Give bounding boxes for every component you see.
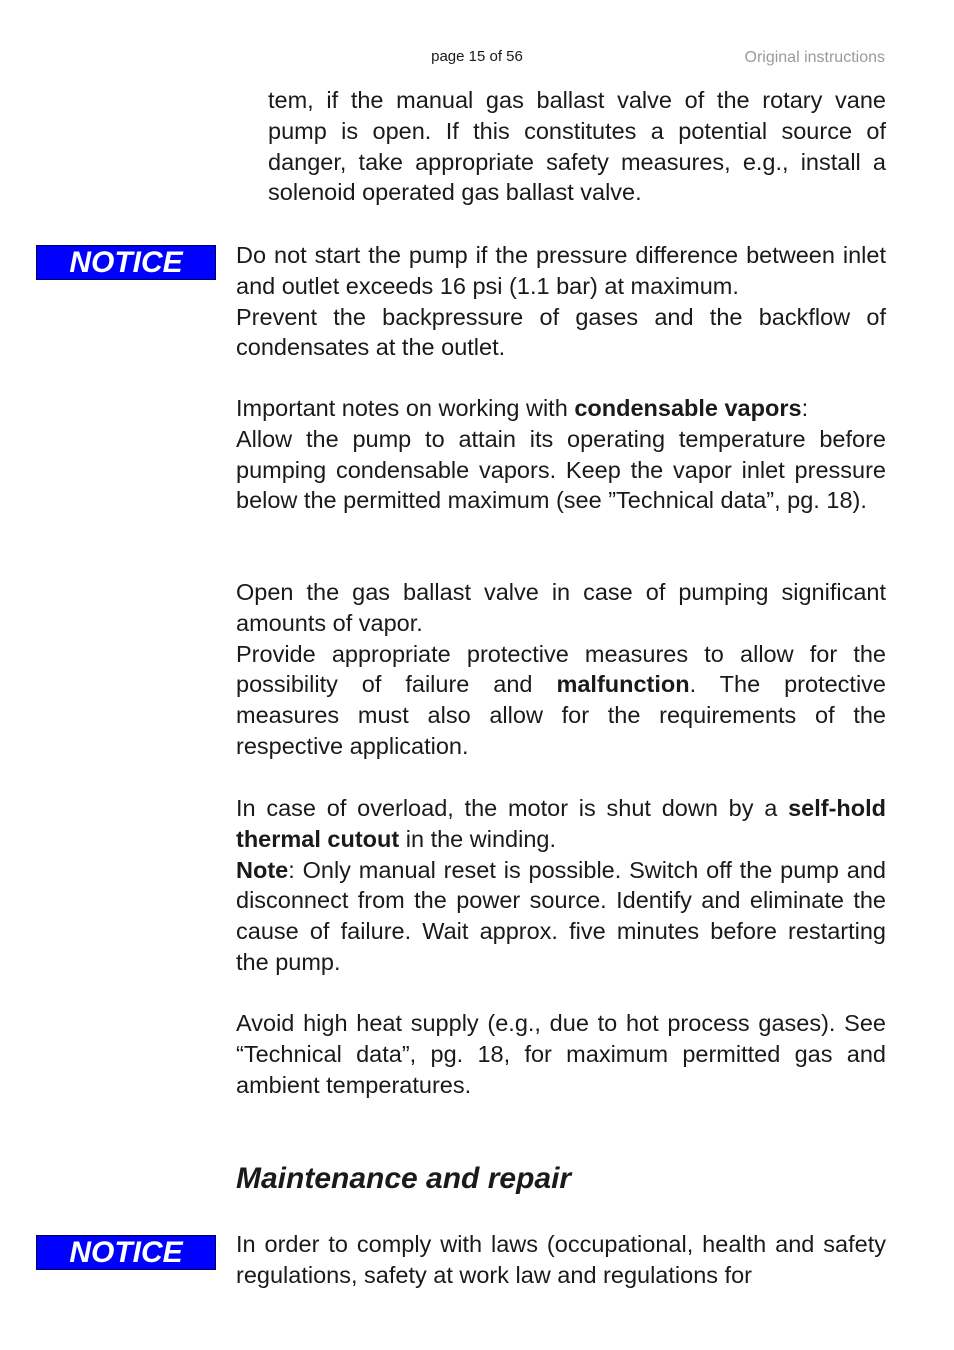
ballast-paragraph [236,577,886,762]
protective-after: . The protective measures must also allow for the requirements of the respective application. [236,671,886,759]
note-text: : Only manual reset is possible. Switch off the pump and disconnect from the power source. Identify and eliminate the cause of failure. Wait approx. five minutes before restarting the pump. [236,856,886,975]
maintenance-paragraph: In order to comply with laws (occupational, health and safety regulations, safety at work law and regulations for [236,1231,886,1288]
vapors-intro-bold: condensable vapors [574,395,802,421]
overload-after: in the winding. [399,825,556,852]
heat-paragraph: Avoid high heat supply (e.g., due to hot process gases). See “Technical data”, pg. 18, for maximum permitted gas and ambient temperatures. [236,1010,886,1098]
vapors-intro: Important notes on working with [236,395,575,421]
note-label: Note [236,856,289,883]
section-heading: Maintenance and repair [236,1162,572,1195]
overload-before: In case of overload, the motor is shut down by a [236,795,789,821]
overload-paragraph [236,793,886,978]
overload-section [236,793,886,978]
vapors-intro-colon: : [801,395,809,421]
ballast-line: Open the gas ballast valve in case of pumping significant amounts of vapor. [236,579,886,636]
notice-badge: NOTICE [36,1235,216,1270]
backpressure-line: Prevent the backpressure of gases and the backflow of condensates at the outlet. [236,303,886,361]
overload-bold: self-hold thermal cutout [236,795,886,852]
vapors-body: Allow the pump to attain its operating temperature before pumping condensable vapors. Keep the vapor inlet pressure below the permitted maximum (see ”Technical data”, pg. 18). [236,425,886,514]
pressure-paragraph [236,240,886,363]
page-number: page 15 of 56 [431,48,523,65]
maintenance-section [236,1229,886,1291]
continuation-paragraph: tem, if the manual gas ballast valve of the rotary vane pump is open. If this constitutes a potential source of danger, take appropriate safety measures, e.g., install a solenoid operated gas ballast valve. [268,87,886,206]
pressure-line: Do not start the pump if the pressure difference between inlet and outlet exceeds 16 psi (1.1 bar) at maximum. [236,242,886,299]
notice-badge: NOTICE [36,245,216,280]
notice-section [236,240,886,363]
vapors-paragraph [236,393,886,516]
running-header: Original instructions [744,49,885,66]
vapors-section [236,393,886,516]
ballast-section [236,577,886,762]
protective-before: Provide appropriate protective measures to allow for the possibility of failure and [236,640,886,698]
protective-bold: malfunction [556,671,690,698]
heat-section [236,1008,886,1100]
